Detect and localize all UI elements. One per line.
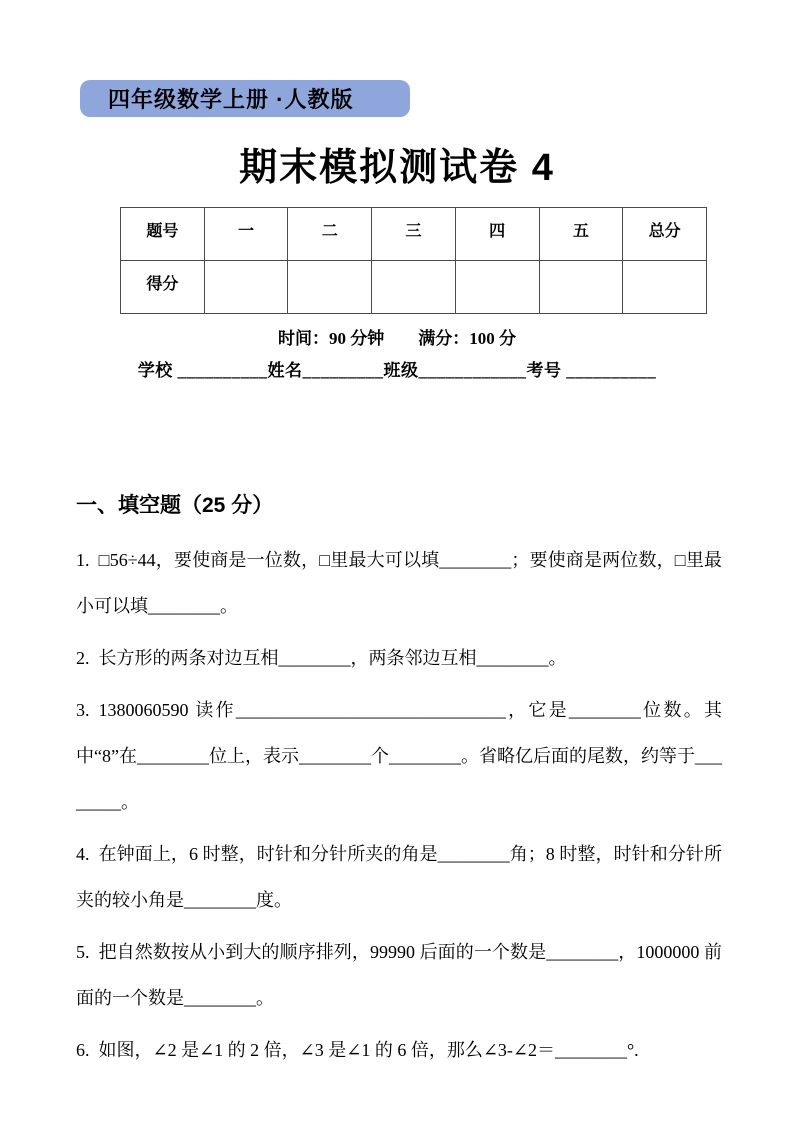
score-table-col-total: 总分 — [623, 208, 707, 261]
question-4 — [76, 831, 722, 923]
edition-badge — [80, 80, 410, 117]
score-table-score-row — [121, 261, 707, 314]
question-6-number: 6. — [76, 1040, 90, 1060]
score-cell-4 — [455, 261, 539, 314]
score-cell-2 — [288, 261, 372, 314]
question-1 — [76, 537, 722, 629]
score-table-col-3: 三 — [372, 208, 456, 261]
score-table-header-row — [121, 208, 707, 261]
question-5-text: 把自然数按从小到大的顺序排列，99990 后面的一个数是________，1000000 前面的一个数是________。 — [76, 942, 722, 1008]
question-5 — [76, 929, 722, 1021]
edition-badge-label: 四年级数学上册 ·人教版 — [108, 87, 354, 112]
question-3-text: 1380060590 读作______________________________，它是________位数。其中“8”在________位上，表示________个________。省略亿后面的尾数，约等于________。 — [76, 700, 722, 812]
question-6-text: 如图，∠2 是∠1 的 2 倍，∠3 是∠1 的 6 倍，那么∠3-∠2＝________°. — [98, 1040, 639, 1060]
score-table-col-5: 五 — [539, 208, 623, 261]
score-table-score-label: 得分 — [121, 261, 205, 314]
exam-time-score-line: 时间：90 分钟 满分：100 分 — [278, 329, 516, 348]
score-table-col-2: 二 — [288, 208, 372, 261]
score-table-col-4: 四 — [455, 208, 539, 261]
score-table — [120, 207, 707, 314]
question-3 — [76, 687, 722, 825]
question-6 — [76, 1027, 722, 1073]
score-cell-1 — [204, 261, 288, 314]
score-cell-5 — [539, 261, 623, 314]
question-3-number: 3. — [76, 700, 90, 720]
question-2-number: 2. — [76, 648, 90, 668]
question-1-number: 1. — [76, 550, 90, 570]
question-2-text: 长方形的两条对边互相________，两条邻边互相________。 — [98, 648, 567, 668]
question-4-text: 在钟面上，6 时整，时针和分针所夹的角是________角；8 时整，时针和分针所夹的较小角是________度。 — [76, 844, 722, 910]
score-table-col-1: 一 — [204, 208, 288, 261]
student-info-line: 学校 __________姓名_________班级____________考号 __________ — [137, 361, 657, 380]
questions-list — [76, 537, 722, 1079]
question-4-number: 4. — [76, 844, 90, 864]
question-1-text: □56÷44，要使商是一位数，□里最大可以填________；要使商是两位数，□里最小可以填________。 — [76, 550, 722, 616]
score-cell-total — [623, 261, 707, 314]
question-5-number: 5. — [76, 942, 90, 962]
section-heading-fill-blanks: 一、填空题（25 分） — [76, 494, 274, 517]
question-2 — [76, 635, 722, 681]
score-cell-3 — [372, 261, 456, 314]
page-title: 期末模拟测试卷 4 — [239, 147, 555, 189]
score-table-header-label: 题号 — [121, 208, 205, 261]
